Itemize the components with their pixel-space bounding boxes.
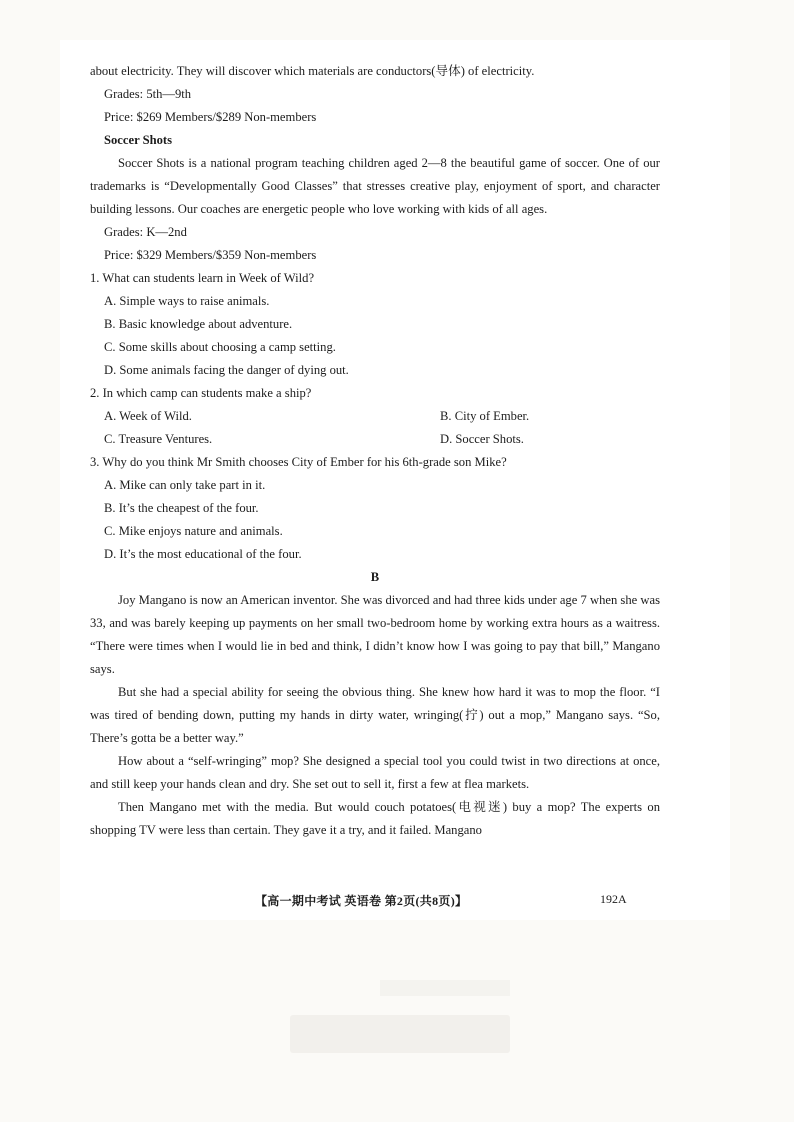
grades-line: Grades: K—2nd [104,225,187,239]
question-2: 2. In which camp can students make a ship? [90,386,312,400]
option-1b: B. Basic knowledge about adventure. [104,317,293,331]
bleed-through-mark [380,980,510,996]
price-line: Price: $329 Members/$359 Non-members [104,248,317,262]
option-1d: D. Some animals facing the danger of dying out. [104,363,349,377]
option-2a: A. Week of Wild. [104,409,192,423]
passage-paragraph: Then Mangano met with the media. But would couch potatoes(电视迷) buy a mop? The experts on shopping TV were less than certain. They gave it a try, and it failed. Mangano [90,800,660,837]
option-row [90,428,660,451]
camp-heading-soccer-shots: Soccer Shots [104,133,172,147]
bleed-through-mark [660,66,720,96]
grades-line: Grades: 5th—9th [104,87,192,101]
page-content [90,60,660,842]
option-3c: C. Mike enjoys nature and animals. [104,524,283,538]
option-1c: C. Some skills about choosing a camp setting. [104,340,336,354]
option-3a: A. Mike can only take part in it. [104,478,266,492]
page-footer: 【高一期中考试 英语卷 第2页(共8页)】 [255,894,468,908]
paper-code: 192A [600,892,627,906]
question-3: 3. Why do you think Mr Smith chooses City of Ember for his 6th-grade son Mike? [90,455,507,469]
option-2b: B. City of Ember. [440,409,530,423]
question-1: 1. What can students learn in Week of Wild? [90,271,315,285]
camp-description: Soccer Shots is a national program teaching children aged 2—8 the beautiful game of soccer. One of our trademarks is “Developmentally Good Classes” that stresses creative play, enjoyment of sport, and character building lessons. Our coaches are energetic people who love working with kids of all ages. [90,156,660,216]
option-3d: D. It’s the most educational of the four. [104,547,302,561]
passage-paragraph: How about a “self-wringing” mop? She designed a special tool you could twist in two directions at once, and still keep your hands clean and dry. She set out to sell it, first a few at flea markets. [90,754,660,791]
option-1a: A. Simple ways to raise animals. [104,294,270,308]
bleed-through-mark [290,1015,510,1053]
option-row [90,405,660,428]
section-heading: B [370,570,380,584]
price-line: Price: $269 Members/$289 Non-members [104,110,317,124]
passage-paragraph: Joy Mangano is now an American inventor. She was divorced and had three kids under age 7 when she was 33, and was barely keeping up payments on her small two-bedroom home by working extra hours as a waitress. “There were times when I would lie in bed and think, I didn’t know how I was going to pay that bill,” Mangano says. [90,593,660,676]
option-2c: C. Treasure Ventures. [104,432,213,446]
bleed-through-area [0,920,794,1120]
passage-paragraph: But she had a special ability for seeing the obvious thing. She knew how hard it was to mop the floor. “I was tired of bending down, putting my hands in dirty water, wringing(拧) out a mop,” Mangano says. “So, There’s gotta be a better way.” [90,685,660,745]
option-2d: D. Soccer Shots. [440,432,524,446]
text-line: about electricity. They will discover which materials are conductors(导体) of electricity. [90,64,535,78]
option-3b: B. It’s the cheapest of the four. [104,501,259,515]
